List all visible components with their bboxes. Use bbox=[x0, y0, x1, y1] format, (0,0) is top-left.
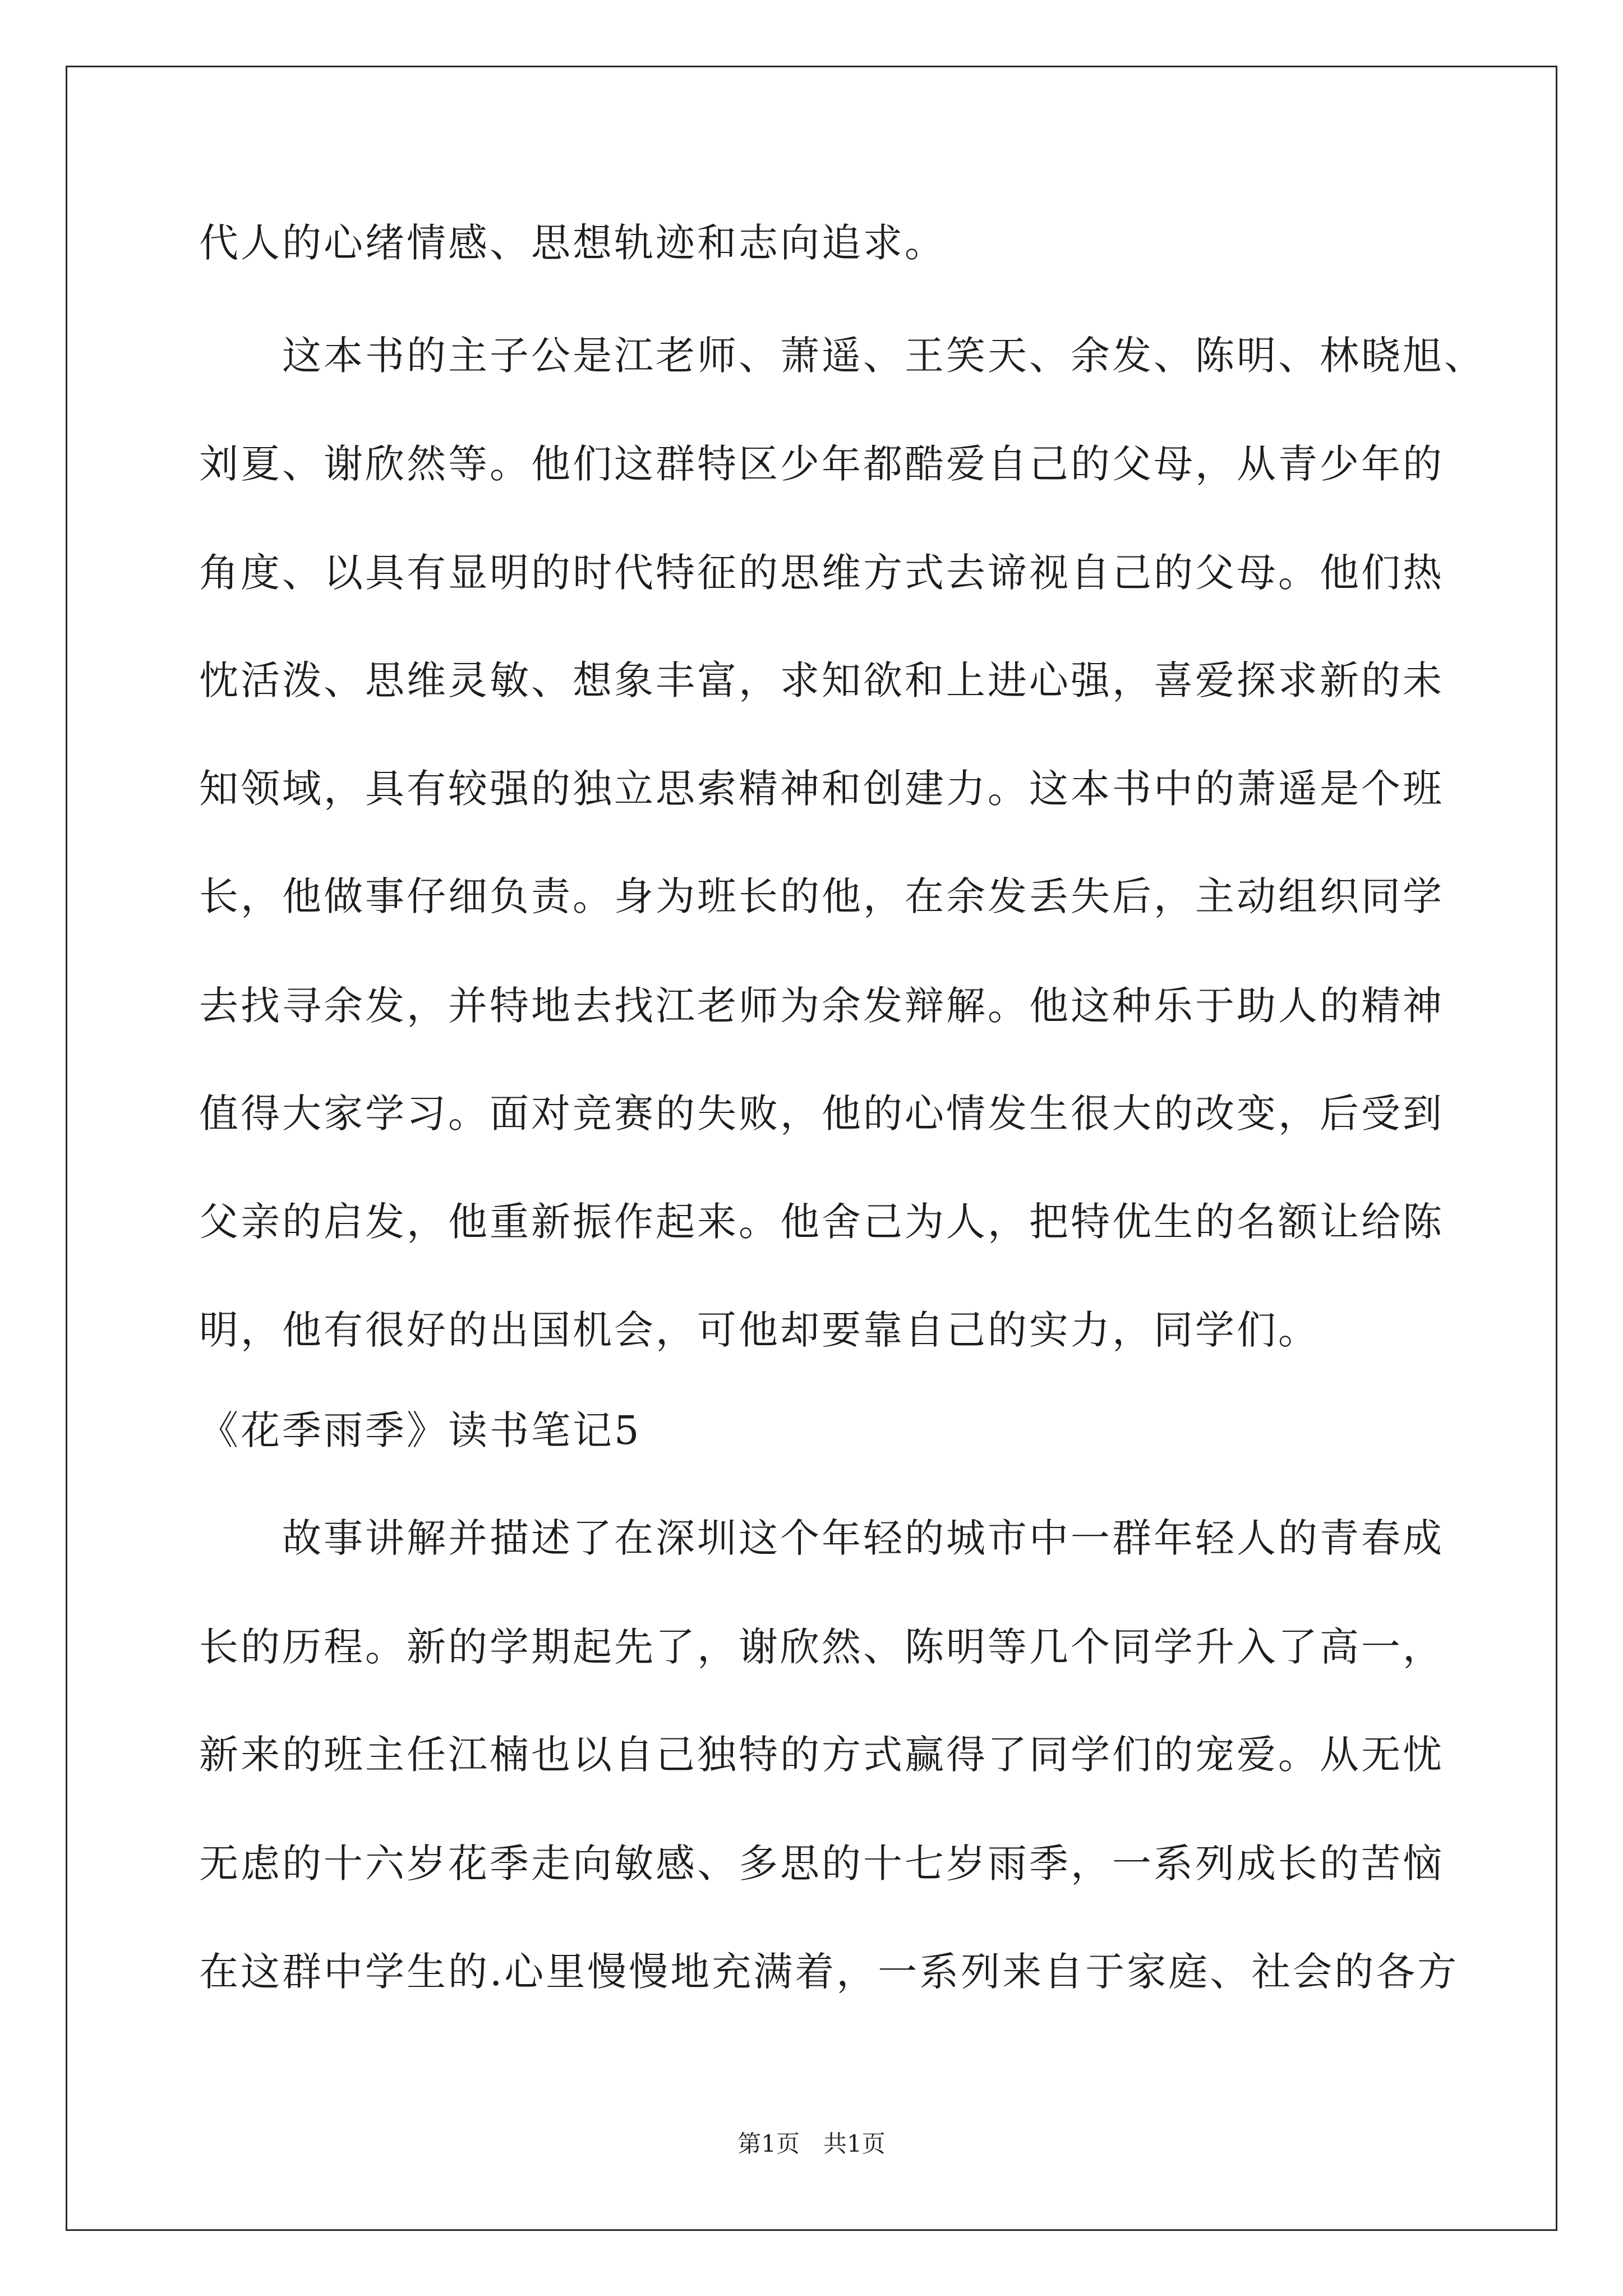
text-line: 去找寻余发，并特地去找江老师为余发辩解。他这种乐于助人的精神 bbox=[199, 983, 1444, 1029]
text-line: 无虑的十六岁花季走向敏感、多思的十七岁雨季，一系列成长的苦恼 bbox=[199, 1841, 1444, 1887]
page-border bbox=[66, 66, 1557, 2231]
page-footer: 第1页 共1页 bbox=[737, 2130, 886, 2157]
text-line: 代人的心绪情感、思想轨迹和志向追求。 bbox=[199, 220, 946, 266]
text-line: 忱活泼、思维灵敏、想象丰富，求知欲和上进心强，喜爱探求新的未 bbox=[199, 657, 1444, 703]
text-line: 长的历程。新的学期起先了，谢欣然、陈明等几个同学升入了高一， bbox=[199, 1624, 1444, 1670]
text-line: 知领域，具有较强的独立思索精神和创建力。这本书中的萧遥是个班 bbox=[199, 766, 1444, 812]
text-line: 刘夏、谢欣然等。他们这群特区少年都酷爱自己的父母，从青少年的 bbox=[199, 441, 1444, 487]
text-line: 值得大家学习。面对竞赛的失败，他的心情发生很大的改变，后受到 bbox=[199, 1091, 1444, 1137]
text-line: 父亲的启发，他重新振作起来。他舍己为人，把特优生的名额让给陈 bbox=[199, 1199, 1444, 1245]
section-heading: 《花季雨季》读书笔记5 bbox=[199, 1407, 642, 1453]
text-line: 新来的班主任江楠也以自己独特的方式赢得了同学们的宠爱。从无忧 bbox=[199, 1732, 1444, 1778]
text-line: 角度、以具有显明的时代特征的思维方式去谛视自己的父母。他们热 bbox=[199, 550, 1444, 596]
text-line: 故事讲解并描述了在深圳这个年轻的城市中一群年轻人的青春成 bbox=[199, 1515, 1444, 1561]
text-line: 明，他有很好的出国机会，可他却要靠自己的实力，同学们。 bbox=[199, 1307, 1320, 1353]
text-line: 这本书的主子公是江老师、萧遥、王笑天、余发、陈明、林晓旭、 bbox=[199, 333, 1486, 379]
text-line: 长，他做事仔细负责。身为班长的他，在余发丢失后，主动组织同学 bbox=[199, 873, 1444, 919]
text-line: 在这群中学生的.心里慢慢地充满着，一系列来自于家庭、社会的各方 bbox=[199, 1949, 1459, 1995]
